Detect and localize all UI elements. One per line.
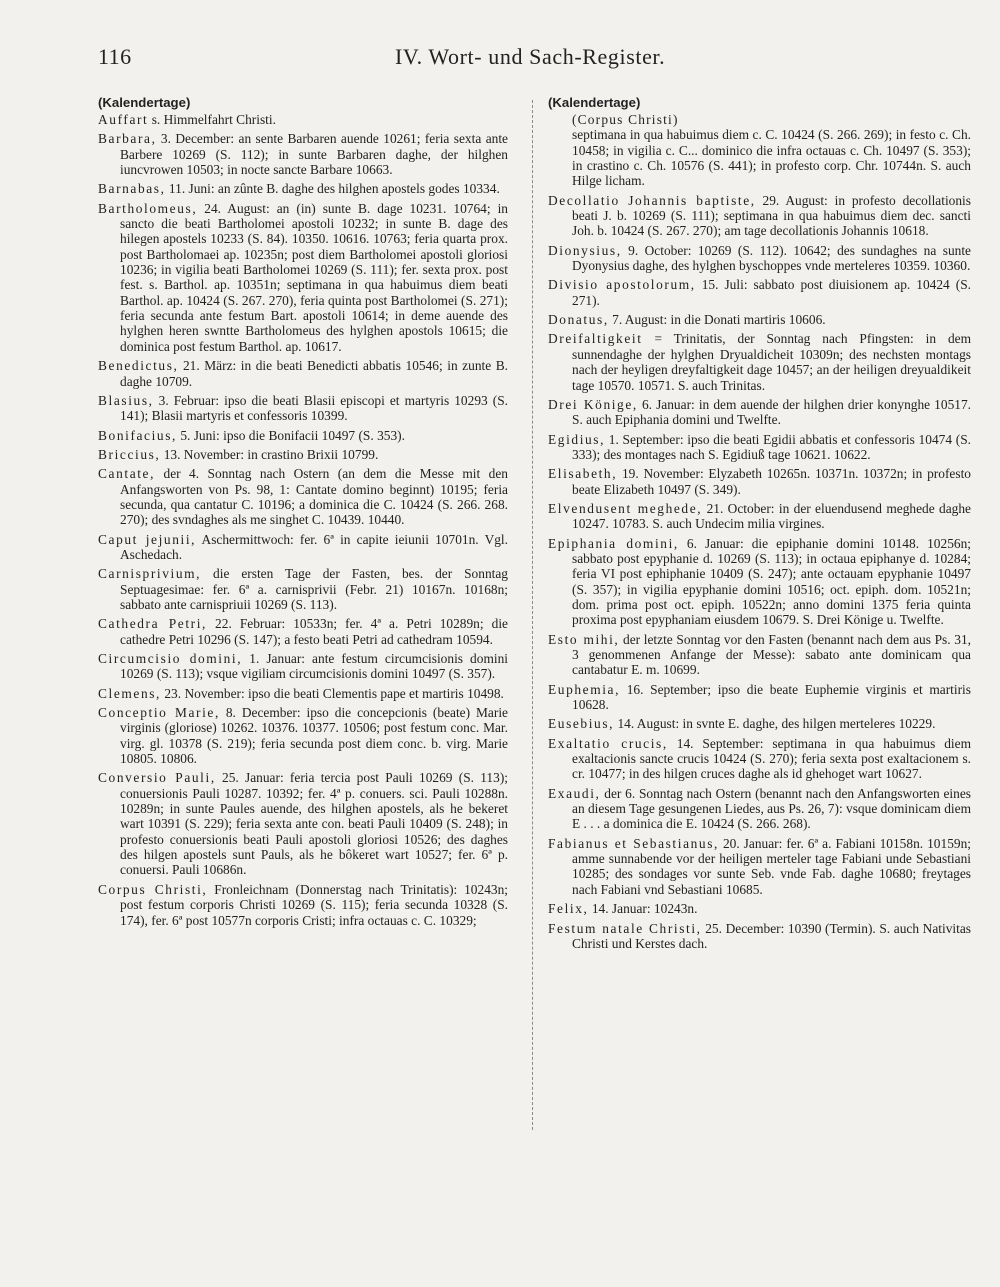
- register-entry: [98, 201, 508, 354]
- entry-text: 21. October: in der eluendusend meghede daghe 10247. 10783. S. auch Undecim milia virgines.: [572, 500, 971, 532]
- entry-lemma: Festum natale Christi,: [548, 920, 702, 936]
- entry-text: 25. December: 10390 (Termin). S. auch Nativitas Christi und Kerstes dach.: [572, 920, 971, 951]
- register-entry: [548, 501, 971, 532]
- entry-lemma: Esto mihi,: [548, 631, 620, 647]
- register-entry: [98, 131, 508, 177]
- continuation-entry: septimana in qua habuimus diem c. C. 10424 (S. 266. 269); in festo c. Ch. 10458; in vigilia c. C... dominico die infra octauas c. Ch. 10497 (S. 353); in crastino c. Ch. 10576 (S. 441); in profesto corp. Chr. 10744n. S. auch Hilge licham.: [572, 127, 971, 189]
- entry-text: 23. November: ipso die beati Clementis pape et martiris 10498.: [161, 685, 504, 701]
- entry-lemma: Barnabas,: [98, 181, 166, 197]
- entry-lemma: Bartholomeus,: [98, 200, 198, 216]
- entry-lemma: Exaudi,: [548, 785, 601, 801]
- register-entry: [98, 651, 508, 682]
- entry-text: 16. September; ipso die beate Euphemie virginis et martiris 10628.: [572, 681, 971, 713]
- page-header: [98, 44, 688, 78]
- entry-text: der letzte Sonntag vor den Fasten (benannt nach dem aus Ps. 31, 3 genommenen Anfange der Messe): sabato ante dominicam qua cantabatur E. m. 10699.: [572, 631, 971, 678]
- register-entry: [548, 901, 971, 916]
- register-entry: [548, 243, 971, 274]
- register-entry: [548, 736, 971, 782]
- entry-lemma: Clemens,: [98, 685, 162, 701]
- register-entry: [98, 358, 508, 389]
- entry-lemma: Blasius,: [98, 392, 154, 408]
- register-entry: [548, 786, 971, 832]
- entry-text: s. Himmelfahrt Christi.: [148, 112, 276, 127]
- entry-lemma: Epiphania domini,: [548, 535, 679, 551]
- entry-text: 19. November: Elyzabeth 10265n. 10371n. 10372n; in profesto beate Elizabeth 10497 (S. 349).: [572, 466, 971, 497]
- entry-text: 14. August: in svnte E. daghe, des hilgen merteleres 10229.: [614, 716, 936, 732]
- entry-lemma: Conceptio Marie,: [98, 705, 220, 721]
- entry-lemma: Egidius,: [548, 431, 606, 447]
- entry-text: 20. Januar: fer. 6ª a. Fabiani 10158n. 10159n; amme sunnabende vor der heiligen merteler tage Fabiani unde Sebastiani 10285; des sondages vor sunte Seb. vnde Fab. daghe 10680; freytages nach Fabiani vnd Sebastiani 10685.: [572, 835, 971, 897]
- register-entry: [98, 447, 508, 462]
- entry-text: Aschermittwoch: fer. 6ª in capite ieiunii 10701n. Vgl. Aschedach.: [120, 531, 509, 562]
- entry-text: der 4. Sonntag nach Ostern (an dem die Messe mit den Anfangsworten von Ps. 98, 1: Cantate domino beginnt) 10195; feria secunda, qua cantatur C. 10196; a dominica die C. 10424 (S. 266. 268. 270); des svndaghes als me singhet C. 10439. 10440.: [120, 466, 508, 528]
- entry-lemma: Circumcisio domini,: [98, 651, 243, 666]
- right-column: [548, 95, 971, 955]
- register-entry: [98, 566, 508, 612]
- entry-lemma: Barbara,: [98, 131, 157, 147]
- entry-text: 29. August: in profesto decollationis beati J. b. 10269 (S. 111); septimana in qua habuimus diem dec. sancti Joh. b. 10424 (S. 267. 270); am tage decollationis Johannis 10618.: [572, 192, 971, 239]
- entry-text: 11. Juni: an zûnte B. daghe des hilghen apostels godes 10334.: [165, 181, 500, 197]
- register-entry: [98, 770, 508, 877]
- register-entry: [548, 277, 971, 308]
- entry-lemma: Bonifacius,: [98, 427, 177, 443]
- entry-text: 5. Juni: ipso die Bonifacii 10497 (S. 353).: [176, 427, 405, 443]
- entry-text: 3. Februar: ipso die beati Blasii episcopi et martyris 10293 (S. 141); Blasii martyris et confessoris 10399.: [120, 392, 508, 424]
- entry-text: 21. März: in die beati Benedicti abbatis 10546; in zunte B. daghe 10709.: [120, 358, 508, 389]
- entry-lemma: Eusebius,: [548, 716, 615, 732]
- entry-text: 6. Januar: in dem auende der hilghen drier konynghe 10517. S. auch Epiphania domini und Twelfte.: [572, 396, 972, 428]
- entry-text: 6. Januar: die epiphanie domini 10148. 10256n; sabbato post epyphanie d. 10269 (S. 113); in octaua epiphanye d. 10284; feria VI post ephiphanie 10409 (S. 247); ante octauam epyphanie 10497 (S. 357); in vigilia epyphanie domini 10516; oct. epiph. dom. 10521n; dom. prima post oct. epiph. 10522n; anno domini 1375 feria quinta proxima post epyphaniam eiusdem 10679. S. Drei Könige u. Twelfte.: [572, 535, 971, 628]
- entry-lemma: Felix,: [548, 901, 589, 917]
- running-title: IV. Wort- und Sach-Register.: [395, 44, 666, 69]
- column-divider: [532, 100, 533, 1130]
- left-column-heading: (Kalendertage): [98, 95, 191, 110]
- entry-lemma: Corpus Christi,: [98, 881, 208, 897]
- register-entry: [548, 921, 971, 952]
- register-entry: [548, 312, 971, 327]
- entry-text: Fronleichnam (Donnerstag nach Trinitatis): 10243n; post festum corporis Christi 10269 (S. 115); feria secunda 10328 (S. 174), fer. 6ª post 10577n corporis Cristi; infra octauas c. C. 10329;: [120, 881, 509, 928]
- entry-text: 1. September: ipso die beati Egidii abbatis et confessoris 10474 (S. 333); des montages nach S. Egidiuß tage 10621. 10622.: [572, 431, 971, 462]
- entry-text: 15. Juli: sabbato post diuisionem ap. 10424 (S. 271).: [572, 277, 971, 308]
- entry-lemma: Caput jejunii,: [98, 531, 197, 547]
- register-entry: [548, 432, 971, 463]
- entry-text: 14. Januar: 10243n.: [588, 901, 698, 917]
- register-entry: [548, 466, 971, 497]
- register-entry: [548, 331, 971, 392]
- entry-text: 8. December: ipso die concepcionis (beate) Marie virginis (gloriose) 10262. 10376. 10377. 10506; post festum conc. Mar. virg. gl. 10378 (S. 219); feria secunda post diem conc. b. virg. Marie 10805. 10806.: [120, 705, 508, 767]
- entry-text: die ersten Tage der Fasten, bes. der Sonntag Septuagesimae: fer. 6ª a. carnisprivii (Febr. 21) 10167n. 10168n; sabbato ante carnispriuii 10269 (S. 113).: [120, 566, 508, 612]
- entry-lemma: Briccius,: [98, 446, 161, 462]
- entry-text: 14. September: septimana in qua habuimus diem exaltacionis sancte crucis 10424 (S. 270); feria sexta post exaltacionem s. cr. 10477; in des hilgen cruces daghe als id ghehoget wart 10627.: [572, 735, 971, 782]
- entry-text: 22. Februar: 10533n; fer. 4ª a. Petri 10289n; die cathedre Petri 10296 (S. 147); a festo beati Petri ad cathedram 10594.: [120, 616, 508, 647]
- entry-text: 7. August: in die Donati martiris 10606.: [608, 312, 826, 328]
- entry-lemma: Divisio apostolorum,: [548, 277, 696, 293]
- right-column-subheading: (Corpus Christi): [572, 112, 679, 127]
- entry-lemma: Cathedra Petri,: [98, 616, 208, 632]
- entry-text: 3. December: an sente Barbaren auende 10261; feria sexta ante Barbere 10269 (S. 112); in sunte Barbaren daghe, der hilghen iuncvrowen 10503; in nocte sancte Barbare 10663.: [120, 131, 508, 178]
- register-entry: [98, 686, 508, 701]
- entry-lemma: Dionysius,: [548, 242, 622, 258]
- entry-lemma: Benedictus,: [98, 358, 179, 374]
- register-entry: [98, 393, 508, 424]
- register-entry: [548, 193, 971, 239]
- register-entry: [548, 536, 971, 628]
- register-entry: [98, 705, 508, 766]
- register-entry: [98, 466, 508, 527]
- register-entry: [98, 532, 508, 563]
- entry-lemma: Decollatio Johannis baptiste,: [548, 192, 756, 208]
- register-entry: [548, 836, 971, 897]
- register-entry: [548, 397, 971, 428]
- register-entry: [548, 716, 971, 731]
- entry-lemma: Carnisprivium,: [98, 566, 202, 582]
- page-number: 116: [98, 44, 132, 69]
- entry-lemma: Exaltatio crucis,: [548, 735, 668, 751]
- right-column-heading: (Kalendertage): [548, 95, 641, 110]
- entry-lemma: Fabianus et Sebastianus,: [548, 835, 719, 851]
- entry-lemma: Auffart: [98, 112, 149, 127]
- entry-text: der 6. Sonntag nach Ostern (benannt nach den Anfangsworten eines an diesem Tage gesungenen Liedes, aus Ps. 26, 7): vsque dominicam diem E . . . a dominica die E. 10424 (S. 266. 268).: [572, 785, 971, 832]
- entry-lemma: Euphemia,: [548, 681, 621, 697]
- entry-lemma: Conversio Pauli,: [98, 770, 216, 786]
- register-entry: [548, 682, 971, 713]
- entry-text: 1. Januar: ante festum circumcisionis domini 10269 (S. 113); vsque vigiliam circumcisionis domini 10497 (S. 357).: [120, 651, 508, 682]
- register-entry: [548, 632, 971, 678]
- register-entry: [98, 112, 508, 127]
- left-column: [98, 95, 508, 932]
- entry-text: 13. November: in crastino Brixii 10799.: [160, 446, 379, 462]
- entry-lemma: Drei Könige,: [548, 396, 638, 412]
- entry-text: = Trinitatis, der Sonntag nach Pfingsten: in dem sunnendaghe der hylghen Dryualdicheit 10309n; des nechsten montags nach der heyligen dreyfaltigkeit dage 10457; an der heiligen dreyualdikeit tage 10570. 10571. S. auch Trinitas.: [572, 331, 971, 393]
- register-entry: [98, 616, 508, 647]
- entry-lemma: Elisabeth,: [548, 466, 618, 482]
- register-entry: [98, 428, 508, 443]
- entry-lemma: Dreifaltigkeit: [548, 331, 643, 347]
- register-entry: [98, 882, 508, 928]
- entry-lemma: Donatus,: [548, 312, 609, 328]
- entry-text: 25. Januar: feria tercia post Pauli 10269 (S. 113); conuersionis Pauli 10287. 10392; fer. 4ª p. conuers. sci. Pauli 10288n. 10289n; in sunte Paules auende, des hilghen apostels, als he bekeret wart 10391 (S. 229); feria sexta ante con. beati Pauli 10409 (S. 248); in profesto conuersionis beati Pauli apostoli gloriosi 10526; des daghes des hilgen apostels sunt Pauls, als he bôkeret wart 10527; fer. 6ª p. conuersi. Pauli 10686n.: [120, 770, 509, 878]
- entry-lemma: Elvendusent meghede,: [548, 500, 703, 516]
- entry-text: 9. October: 10269 (S. 112). 10642; des sundaghes na sunte Dyonysius daghe, des hylghen byschoppes vnde merteleres 10359. 10360.: [572, 242, 971, 274]
- entry-text: 24. August: an (in) sunte B. dage 10231. 10764; in sancto die beati Bartholomei apostoli 10232; in sunte B. dage des hilegen apostels 10233 (S. 84). 10350. 10616. 10763; feria quarta prox. post Bartholomaei ap. 10235n; post diem Bartholomei apostoli gloriosi 10236; in vigilia beati Bartholomei 10269 (S. 111); fer. sexta prox. post fest. s. Barthol. ap. 10351n; septimana in qua habuimus diem beati Barthol. ap. 10424 (S. 267. 270), feria quinta post Bartholomei (S. 271); feria secunda ante festum Bart. apostoli 10614; in deme auende des hylghen heren swntte Bartholomeus des hylghen apostols 10615; die dominica post festum Barthol. ap. 10617.: [120, 200, 508, 354]
- entry-lemma: Cantate,: [98, 466, 156, 482]
- register-entry: [98, 181, 508, 196]
